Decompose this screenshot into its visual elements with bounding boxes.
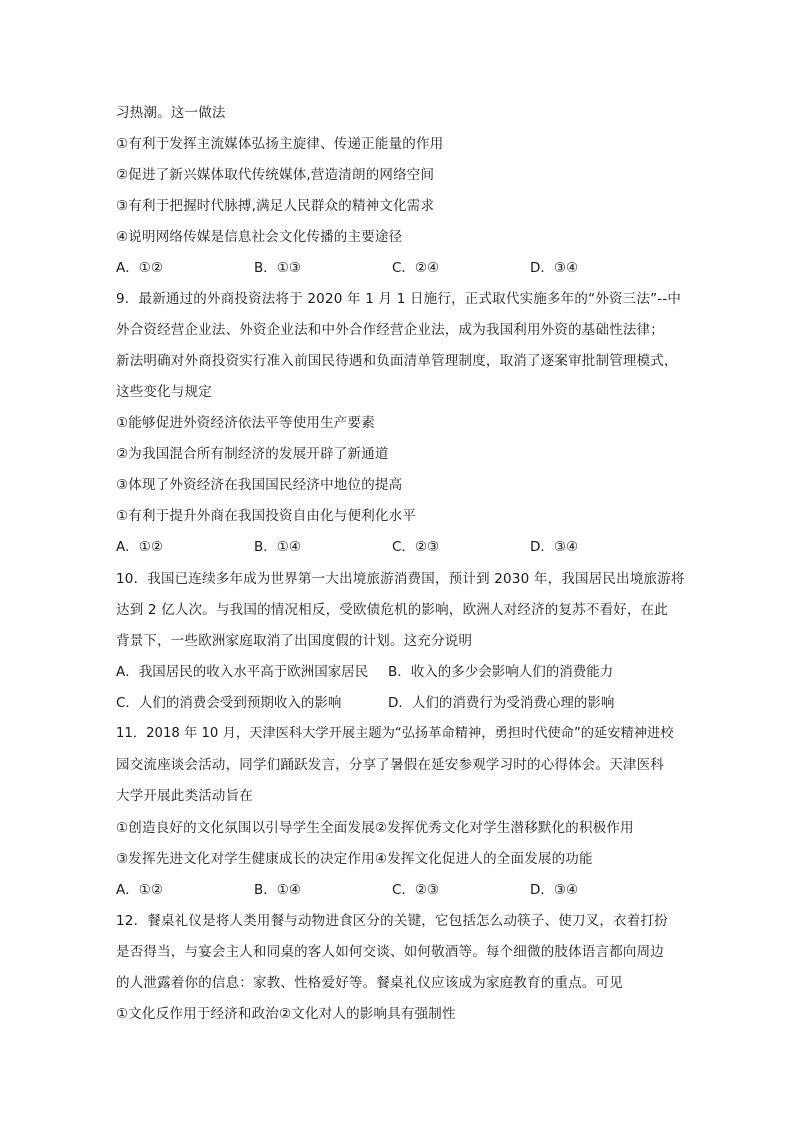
q10-option-c: C．人们的消费会受到预期收入的影响 xyxy=(116,695,342,711)
q11-options xyxy=(116,880,686,900)
q12-stem-line-2: 是否得当，与宴会主人和同桌的客人如何交谈、如何敬酒等。每个细微的肢体语言都向周边 xyxy=(116,944,664,960)
q11-option-b: B．①④ xyxy=(254,882,301,898)
q9-stem-line-3: 新法明确对外商投资实行准入前国民待遇和负面清单管理制度，取消了逐案审批制管理模式， xyxy=(116,353,678,369)
q8-item-1: ①有利于发挥主流媒体弘扬主旋律、传递正能量的作用 xyxy=(116,136,444,152)
q10-stem-line-1: 10．我国已连续多年成为世界第一大出境旅游消费国，预计到 2030 年，我国居民出境旅游将 xyxy=(116,571,685,587)
q10-options-row-1 xyxy=(116,662,686,682)
q10-option-b: B．收入的多少会影响人们的消费能力 xyxy=(388,664,614,680)
q11-item-row-2: ③发挥先进文化对学生健康成长的决定作用④发挥文化促进人的全面发展的功能 xyxy=(116,851,593,867)
q8-options xyxy=(116,258,686,278)
q10-options-row-2 xyxy=(116,693,686,713)
q8-option-c: C．②④ xyxy=(392,260,440,276)
q9-item-3: ③体现了外资经济在我国国民经济中地位的提高 xyxy=(116,477,403,493)
q8-item-2: ②促进了新兴媒体取代传统媒体,营造清朗的网络空间 xyxy=(116,167,435,183)
q8-option-a: A．①② xyxy=(116,260,163,276)
q11-stem-line-2: 园交流座谈会活动，同学们踊跃发言，分享了暑假在延安参观学习时的心得体会。天津医科 xyxy=(116,757,664,773)
q9-stem-line-1: 9．最新通过的外商投资法将于 2020 年 1 月 1 日施行，正式取代实施多年的“外资三法”--中 xyxy=(116,291,682,307)
q9-item-1: ①能够促进外资经济依法平等使用生产要素 xyxy=(116,415,375,431)
q10-option-d: D．人们的消费行为受消费心理的影响 xyxy=(388,695,615,711)
q12-stem-line-1: 12．餐桌礼仪是将人类用餐与动物进食区分的关键，它包括怎么动筷子、使刀叉，衣着打扮 xyxy=(116,913,668,929)
q9-option-b: B．①④ xyxy=(254,539,301,555)
q10-stem-line-3: 背景下，一些欧洲家庭取消了出国度假的计划。这充分说明 xyxy=(116,633,473,649)
q11-stem-line-1: 11．2018 年 10 月，天津医科大学开展主题为“弘扬革命精神，勇担时代使命”的延安精神进校 xyxy=(116,726,674,741)
q11-item-row-1: ①创造良好的文化氛围以引导学生全面发展②发挥优秀文化对学生潜移默化的积极作用 xyxy=(116,820,634,836)
q8-option-b: B．①③ xyxy=(254,260,301,276)
q11-option-a: A．①② xyxy=(116,882,163,898)
q9-stem-line-4: 这些变化与规定 xyxy=(116,384,212,400)
q9-option-a: A．①② xyxy=(116,539,163,555)
q8-stem-tail: 习热潮。这一做法 xyxy=(116,105,226,121)
q12-item-row-1: ①文化反作用于经济和政治②文化对人的影响具有强制性 xyxy=(116,1006,456,1022)
q9-options xyxy=(116,537,686,557)
q9-item-4: ①有利于提升外商在我国投资自由化与便利化水平 xyxy=(116,508,417,524)
q8-option-d: D．③④ xyxy=(530,260,579,276)
q9-option-d: D．③④ xyxy=(530,539,579,555)
q10-stem-line-2: 达到 2 亿人次。与我国的情况相反，受欧债危机的影响，欧洲人对经济的复苏不看好，在此 xyxy=(116,602,669,618)
q11-stem-line-3: 大学开展此类活动旨在 xyxy=(116,788,253,804)
q12-stem-line-3: 的人泄露着你的信息：家教、性格爱好等。餐桌礼仪应该成为家庭教育的重点。可见 xyxy=(116,975,623,991)
q8-item-4: ④说明网络传媒是信息社会文化传播的主要途径 xyxy=(116,229,403,245)
q9-option-c: C．②③ xyxy=(392,539,440,555)
q11-option-d: D．③④ xyxy=(530,882,579,898)
q8-item-3: ③有利于把握时代脉搏,满足人民群众的精神文化需求 xyxy=(116,198,435,214)
q9-item-2: ②为我国混合所有制经济的发展开辟了新通道 xyxy=(116,446,389,462)
q10-option-a: A．我国居民的收入水平高于欧洲国家居民 xyxy=(116,664,369,680)
q9-stem-line-2: 外合资经营企业法、外资企业法和中外合作经营企业法，成为我国利用外资的基础性法律； xyxy=(116,322,664,338)
q11-option-c: C．②③ xyxy=(392,882,440,898)
